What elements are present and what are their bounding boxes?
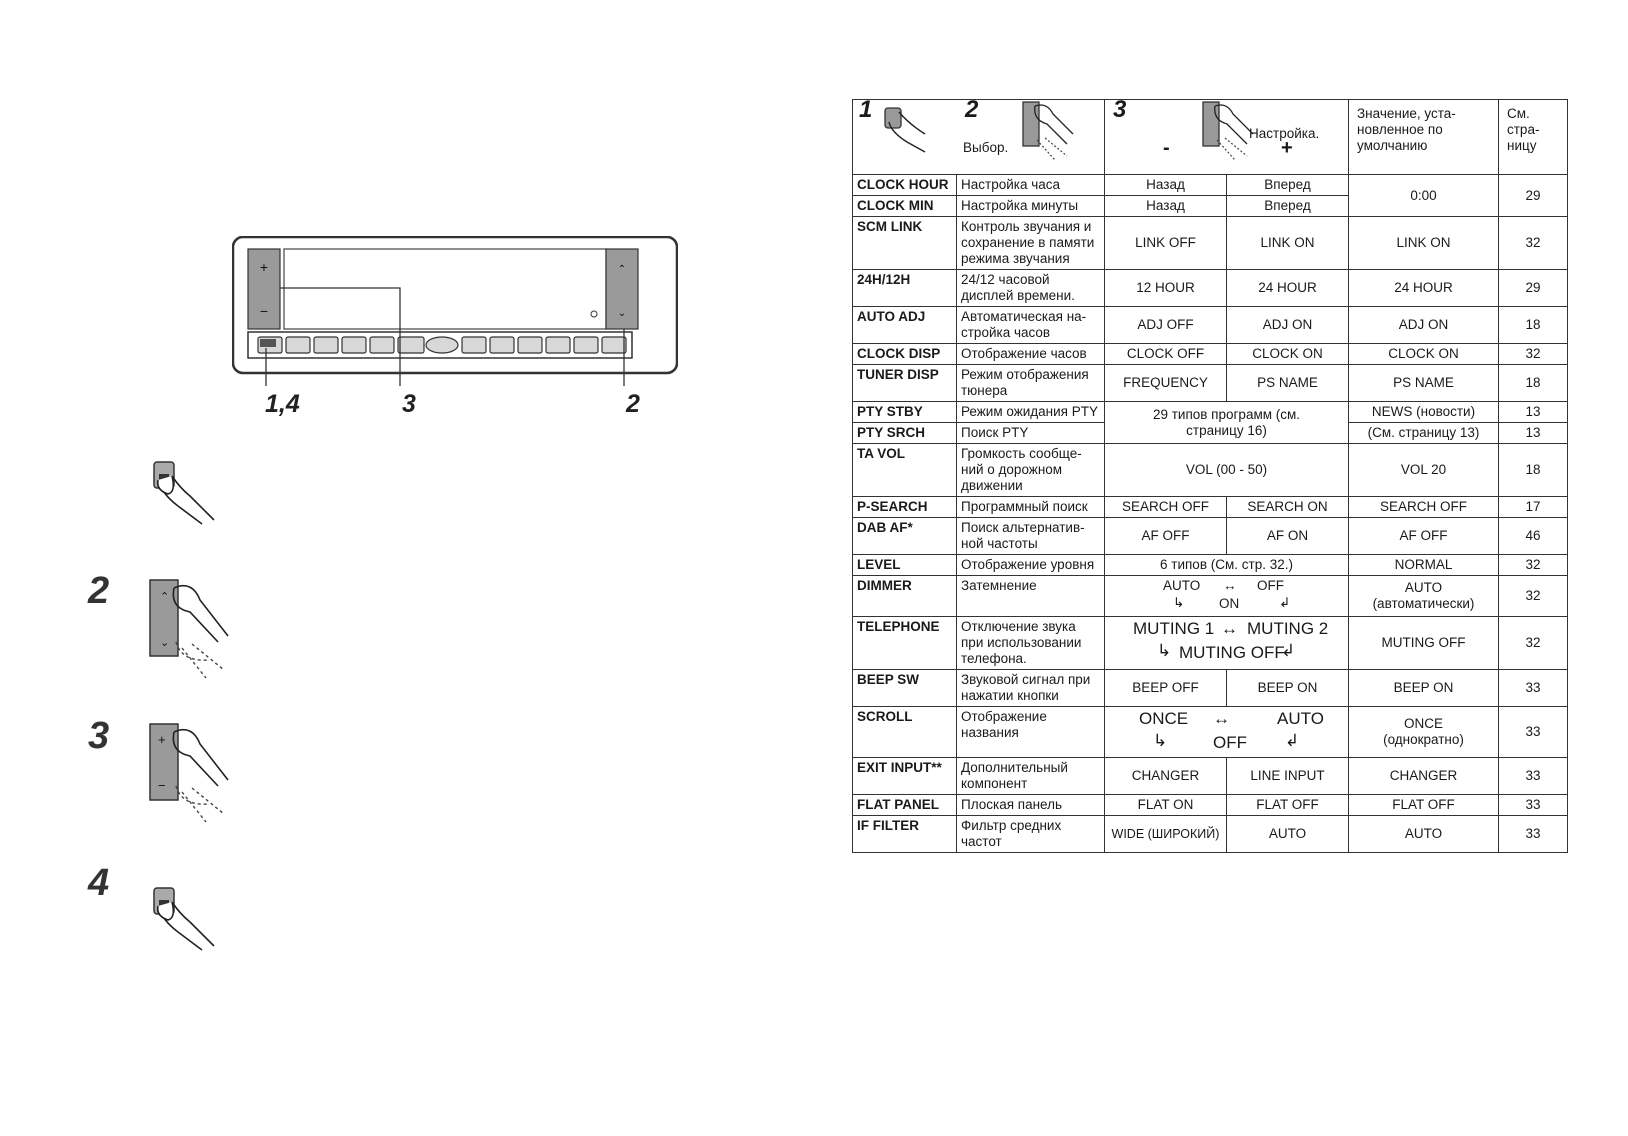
table-row xyxy=(853,576,1568,617)
header-up-down-hand-icon xyxy=(1021,100,1081,162)
setting-name: 24H/12H xyxy=(853,270,957,307)
svg-text:+: + xyxy=(158,732,166,747)
setting-name: AUTO ADJ xyxy=(853,307,957,344)
default-value: FLAT OFF xyxy=(1349,795,1499,816)
setting-name: EXIT INPUT** xyxy=(853,758,957,795)
setting-name: PTY SRCH xyxy=(853,423,957,444)
setting-name: BEEP SW xyxy=(853,670,957,707)
default-value-line-1: AUTO xyxy=(1404,580,1443,595)
setting-name: CLOCK MIN xyxy=(853,196,957,217)
step-3-number: 3 xyxy=(88,715,110,757)
svg-text:−: − xyxy=(259,303,269,319)
setting-desc: Настройка минуты xyxy=(957,196,1105,217)
page-ref: 29 xyxy=(1499,175,1568,217)
plus-value: 24 HOUR xyxy=(1227,270,1349,307)
minus-value: WIDE (ШИРОКИЙ) xyxy=(1105,816,1227,853)
table-row xyxy=(853,444,1568,497)
setting-name: CLOCK DISP xyxy=(853,344,957,365)
default-value: BEEP ON xyxy=(1349,670,1499,707)
cycle-values xyxy=(1105,617,1349,670)
cycle-value-a: MUTING 1 xyxy=(1133,619,1215,638)
setting-desc: Звуковой сигнал при нажатии кнопки xyxy=(957,670,1105,707)
svg-text:⌃: ⌃ xyxy=(617,264,627,275)
header-step-2: 2 xyxy=(965,96,979,123)
page-ref: 32 xyxy=(1499,217,1568,270)
cycle-value-a: AUTO xyxy=(1163,578,1201,593)
setting-desc: Отображение названия xyxy=(957,707,1105,758)
cycle-value-a: ONCE xyxy=(1139,709,1189,728)
minus-value: ADJ OFF xyxy=(1105,307,1227,344)
default-value: CLOCK ON xyxy=(1349,344,1499,365)
press-up-down-hand-icon xyxy=(148,578,238,688)
header-default-value: Значение, уста-новленное по умолчанию xyxy=(1349,100,1499,175)
default-value xyxy=(1349,576,1499,617)
setting-desc: Программный поиск xyxy=(957,497,1105,518)
default-value: 0:00 xyxy=(1349,175,1499,217)
default-value: ADJ ON xyxy=(1349,307,1499,344)
range-value: VOL (00 - 50) xyxy=(1105,444,1349,497)
page-ref: 18 xyxy=(1499,365,1568,402)
default-value: CHANGER xyxy=(1349,758,1499,795)
cycle-return-arrow-icon: ↳ xyxy=(1157,641,1172,660)
setting-desc: Контроль звучания и сохранение в памяти режима звучания xyxy=(957,217,1105,270)
step-4-number: 4 xyxy=(88,862,110,904)
setting-name: TA VOL xyxy=(853,444,957,497)
default-value-line-2: (автоматически) xyxy=(1372,596,1475,611)
minus-value: CHANGER xyxy=(1105,758,1227,795)
page-ref: 32 xyxy=(1499,617,1568,670)
range-value: 6 типов (См. стр. 32.) xyxy=(1105,555,1349,576)
table-row xyxy=(853,617,1568,670)
default-value: AF OFF xyxy=(1349,518,1499,555)
page-ref: 32 xyxy=(1499,576,1568,617)
cycle-value-b: OFF xyxy=(1257,578,1284,593)
table-row xyxy=(853,816,1568,853)
cycle-value-c: MUTING OFF xyxy=(1179,643,1285,662)
cycle-return-arrow-icon: ↲ xyxy=(1285,731,1300,750)
page-ref: 33 xyxy=(1499,707,1568,758)
default-value: LINK ON xyxy=(1349,217,1499,270)
header-step-3: 3 xyxy=(1113,96,1127,123)
plus-value: SEARCH ON xyxy=(1227,497,1349,518)
table-row xyxy=(853,270,1568,307)
svg-text:⌃: ⌃ xyxy=(160,591,170,603)
setting-desc: Автоматическая на-стройка часов xyxy=(957,307,1105,344)
minus-value: Назад xyxy=(1105,175,1227,196)
press-select-hand-icon xyxy=(150,458,220,528)
setting-desc: 24/12 часовой дисплей времени. xyxy=(957,270,1105,307)
cycle-arrow-icon: ↔ xyxy=(1221,619,1238,638)
default-value: AUTO xyxy=(1349,816,1499,853)
plus-value: Вперед xyxy=(1227,175,1349,196)
cycle-value-b: AUTO xyxy=(1277,709,1324,728)
page-ref: 18 xyxy=(1499,444,1568,497)
table-row xyxy=(853,707,1568,758)
setting-desc: Громкость сообще-ний о дорожном движении xyxy=(957,444,1105,497)
plus-value: LINK ON xyxy=(1227,217,1349,270)
plus-value: ADJ ON xyxy=(1227,307,1349,344)
setting-name: TUNER DISP xyxy=(853,365,957,402)
setting-desc: Отображение часов xyxy=(957,344,1105,365)
page-ref: 32 xyxy=(1499,344,1568,365)
step-2-number: 2 xyxy=(88,570,110,612)
setting-desc: Отображение уровня xyxy=(957,555,1105,576)
setting-name: LEVEL xyxy=(853,555,957,576)
table-row xyxy=(853,795,1568,816)
page-ref: 13 xyxy=(1499,423,1568,444)
plus-value: BEEP ON xyxy=(1227,670,1349,707)
table-row xyxy=(853,307,1568,344)
settings-table xyxy=(852,96,1567,899)
setting-desc: Отключение звука при использовании телефона. xyxy=(957,617,1105,670)
svg-text:+: + xyxy=(259,259,269,275)
table-row xyxy=(853,217,1568,270)
setting-desc: Поиск PTY xyxy=(957,423,1105,444)
table-row xyxy=(853,344,1568,365)
default-value-line-2: (однократно) xyxy=(1383,732,1464,747)
cycle-values xyxy=(1105,576,1349,617)
setting-name: SCROLL xyxy=(853,707,957,758)
setting-name: FLAT PANEL xyxy=(853,795,957,816)
table-row xyxy=(853,518,1568,555)
setting-name: CLOCK HOUR xyxy=(853,175,957,196)
plus-value: LINE INPUT xyxy=(1227,758,1349,795)
setting-name: TELEPHONE xyxy=(853,617,957,670)
cycle-value-b: MUTING 2 xyxy=(1247,619,1329,638)
plus-value: CLOCK ON xyxy=(1227,344,1349,365)
default-value: SEARCH OFF xyxy=(1349,497,1499,518)
minus-value: SEARCH OFF xyxy=(1105,497,1227,518)
page-ref: 18 xyxy=(1499,307,1568,344)
callout-step-2: 2 xyxy=(626,390,640,418)
default-value-line-1: ONCE xyxy=(1403,716,1443,731)
minus-value: AF OFF xyxy=(1105,518,1227,555)
setting-desc: Затемнение xyxy=(957,576,1105,617)
press-select-again-hand-icon xyxy=(150,884,220,954)
header-step-2-label: Выбор. xyxy=(963,140,1009,155)
header-minus: - xyxy=(1163,137,1170,159)
setting-desc: Поиск альтернатив-ной частоты xyxy=(957,518,1105,555)
default-value: PS NAME xyxy=(1349,365,1499,402)
table-header-row xyxy=(853,100,1568,175)
minus-value: Назад xyxy=(1105,196,1227,217)
cycle-return-arrow-icon: ↳ xyxy=(1173,595,1185,610)
table-row xyxy=(853,365,1568,402)
default-value: 24 HOUR xyxy=(1349,270,1499,307)
page-ref: 33 xyxy=(1499,758,1568,795)
page-ref: 32 xyxy=(1499,555,1568,576)
setting-desc: Режим отображения тюнера xyxy=(957,365,1105,402)
range-value: 29 типов программ (см. страницу 16) xyxy=(1105,402,1349,444)
minus-value: CLOCK OFF xyxy=(1105,344,1227,365)
radio-front-panel-diagram xyxy=(232,236,678,386)
minus-value: BEEP OFF xyxy=(1105,670,1227,707)
plus-value: Вперед xyxy=(1227,196,1349,217)
default-value: NEWS (новости) xyxy=(1349,402,1499,423)
setting-desc: Режим ожидания PTY xyxy=(957,402,1105,423)
callout-step-3: 3 xyxy=(402,390,416,418)
default-value: VOL 20 xyxy=(1349,444,1499,497)
table-row xyxy=(853,497,1568,518)
default-value: NORMAL xyxy=(1349,555,1499,576)
page-ref: 33 xyxy=(1499,816,1568,853)
header-see-page: См. стра-ницу xyxy=(1499,100,1568,175)
svg-text:⌄: ⌄ xyxy=(160,637,170,649)
select-button xyxy=(260,339,276,347)
minus-value: LINK OFF xyxy=(1105,217,1227,270)
page-ref: 46 xyxy=(1499,518,1568,555)
setting-desc: Фильтр средних частот xyxy=(957,816,1105,853)
table-row xyxy=(853,175,1568,196)
press-plus-minus-hand-icon xyxy=(148,722,238,832)
header-plus: + xyxy=(1281,137,1293,159)
header-step-3-label: Настройка. xyxy=(1249,126,1320,141)
table-row xyxy=(853,555,1568,576)
plus-value: PS NAME xyxy=(1227,365,1349,402)
plus-value: AF ON xyxy=(1227,518,1349,555)
cycle-return-arrow-icon: ↲ xyxy=(1281,641,1296,660)
page-ref: 13 xyxy=(1499,402,1568,423)
table-row xyxy=(853,758,1568,795)
plus-value: AUTO xyxy=(1227,816,1349,853)
page-ref: 17 xyxy=(1499,497,1568,518)
setting-name: DIMMER xyxy=(853,576,957,617)
table-row xyxy=(853,402,1568,423)
setting-desc: Дополнительный компонент xyxy=(957,758,1105,795)
minus-value: FLAT ON xyxy=(1105,795,1227,816)
setting-name: DAB AF* xyxy=(853,518,957,555)
svg-text:⌄: ⌄ xyxy=(617,308,627,319)
callout-step-1-4: 1,4 xyxy=(265,390,300,418)
cycle-arrow-icon: ↔ xyxy=(1213,709,1230,728)
page-ref: 33 xyxy=(1499,670,1568,707)
setting-name: SCM LINK xyxy=(853,217,957,270)
cycle-values xyxy=(1105,707,1349,758)
setting-desc: Настройка часа xyxy=(957,175,1105,196)
header-press-hand-icon xyxy=(881,102,931,154)
cycle-arrow-icon: ↔ xyxy=(1223,578,1237,593)
page-ref: 33 xyxy=(1499,795,1568,816)
default-value: (См. страницу 13) xyxy=(1349,423,1499,444)
setting-name: P-SEARCH xyxy=(853,497,957,518)
table-row xyxy=(853,670,1568,707)
svg-text:−: − xyxy=(158,778,166,793)
minus-value: FREQUENCY xyxy=(1105,365,1227,402)
default-value xyxy=(1349,707,1499,758)
cycle-value-c: ON xyxy=(1219,596,1240,611)
cycle-return-arrow-icon: ↲ xyxy=(1279,595,1291,610)
header-step-1: 1 xyxy=(859,96,873,123)
cycle-value-c: OFF xyxy=(1213,733,1247,752)
minus-value: 12 HOUR xyxy=(1105,270,1227,307)
setting-name: PTY STBY xyxy=(853,402,957,423)
default-value: MUTING OFF xyxy=(1349,617,1499,670)
plus-value: FLAT OFF xyxy=(1227,795,1349,816)
page-ref: 29 xyxy=(1499,270,1568,307)
cycle-return-arrow-icon: ↳ xyxy=(1153,731,1168,750)
setting-name: IF FILTER xyxy=(853,816,957,853)
setting-desc: Плоская панель xyxy=(957,795,1105,816)
